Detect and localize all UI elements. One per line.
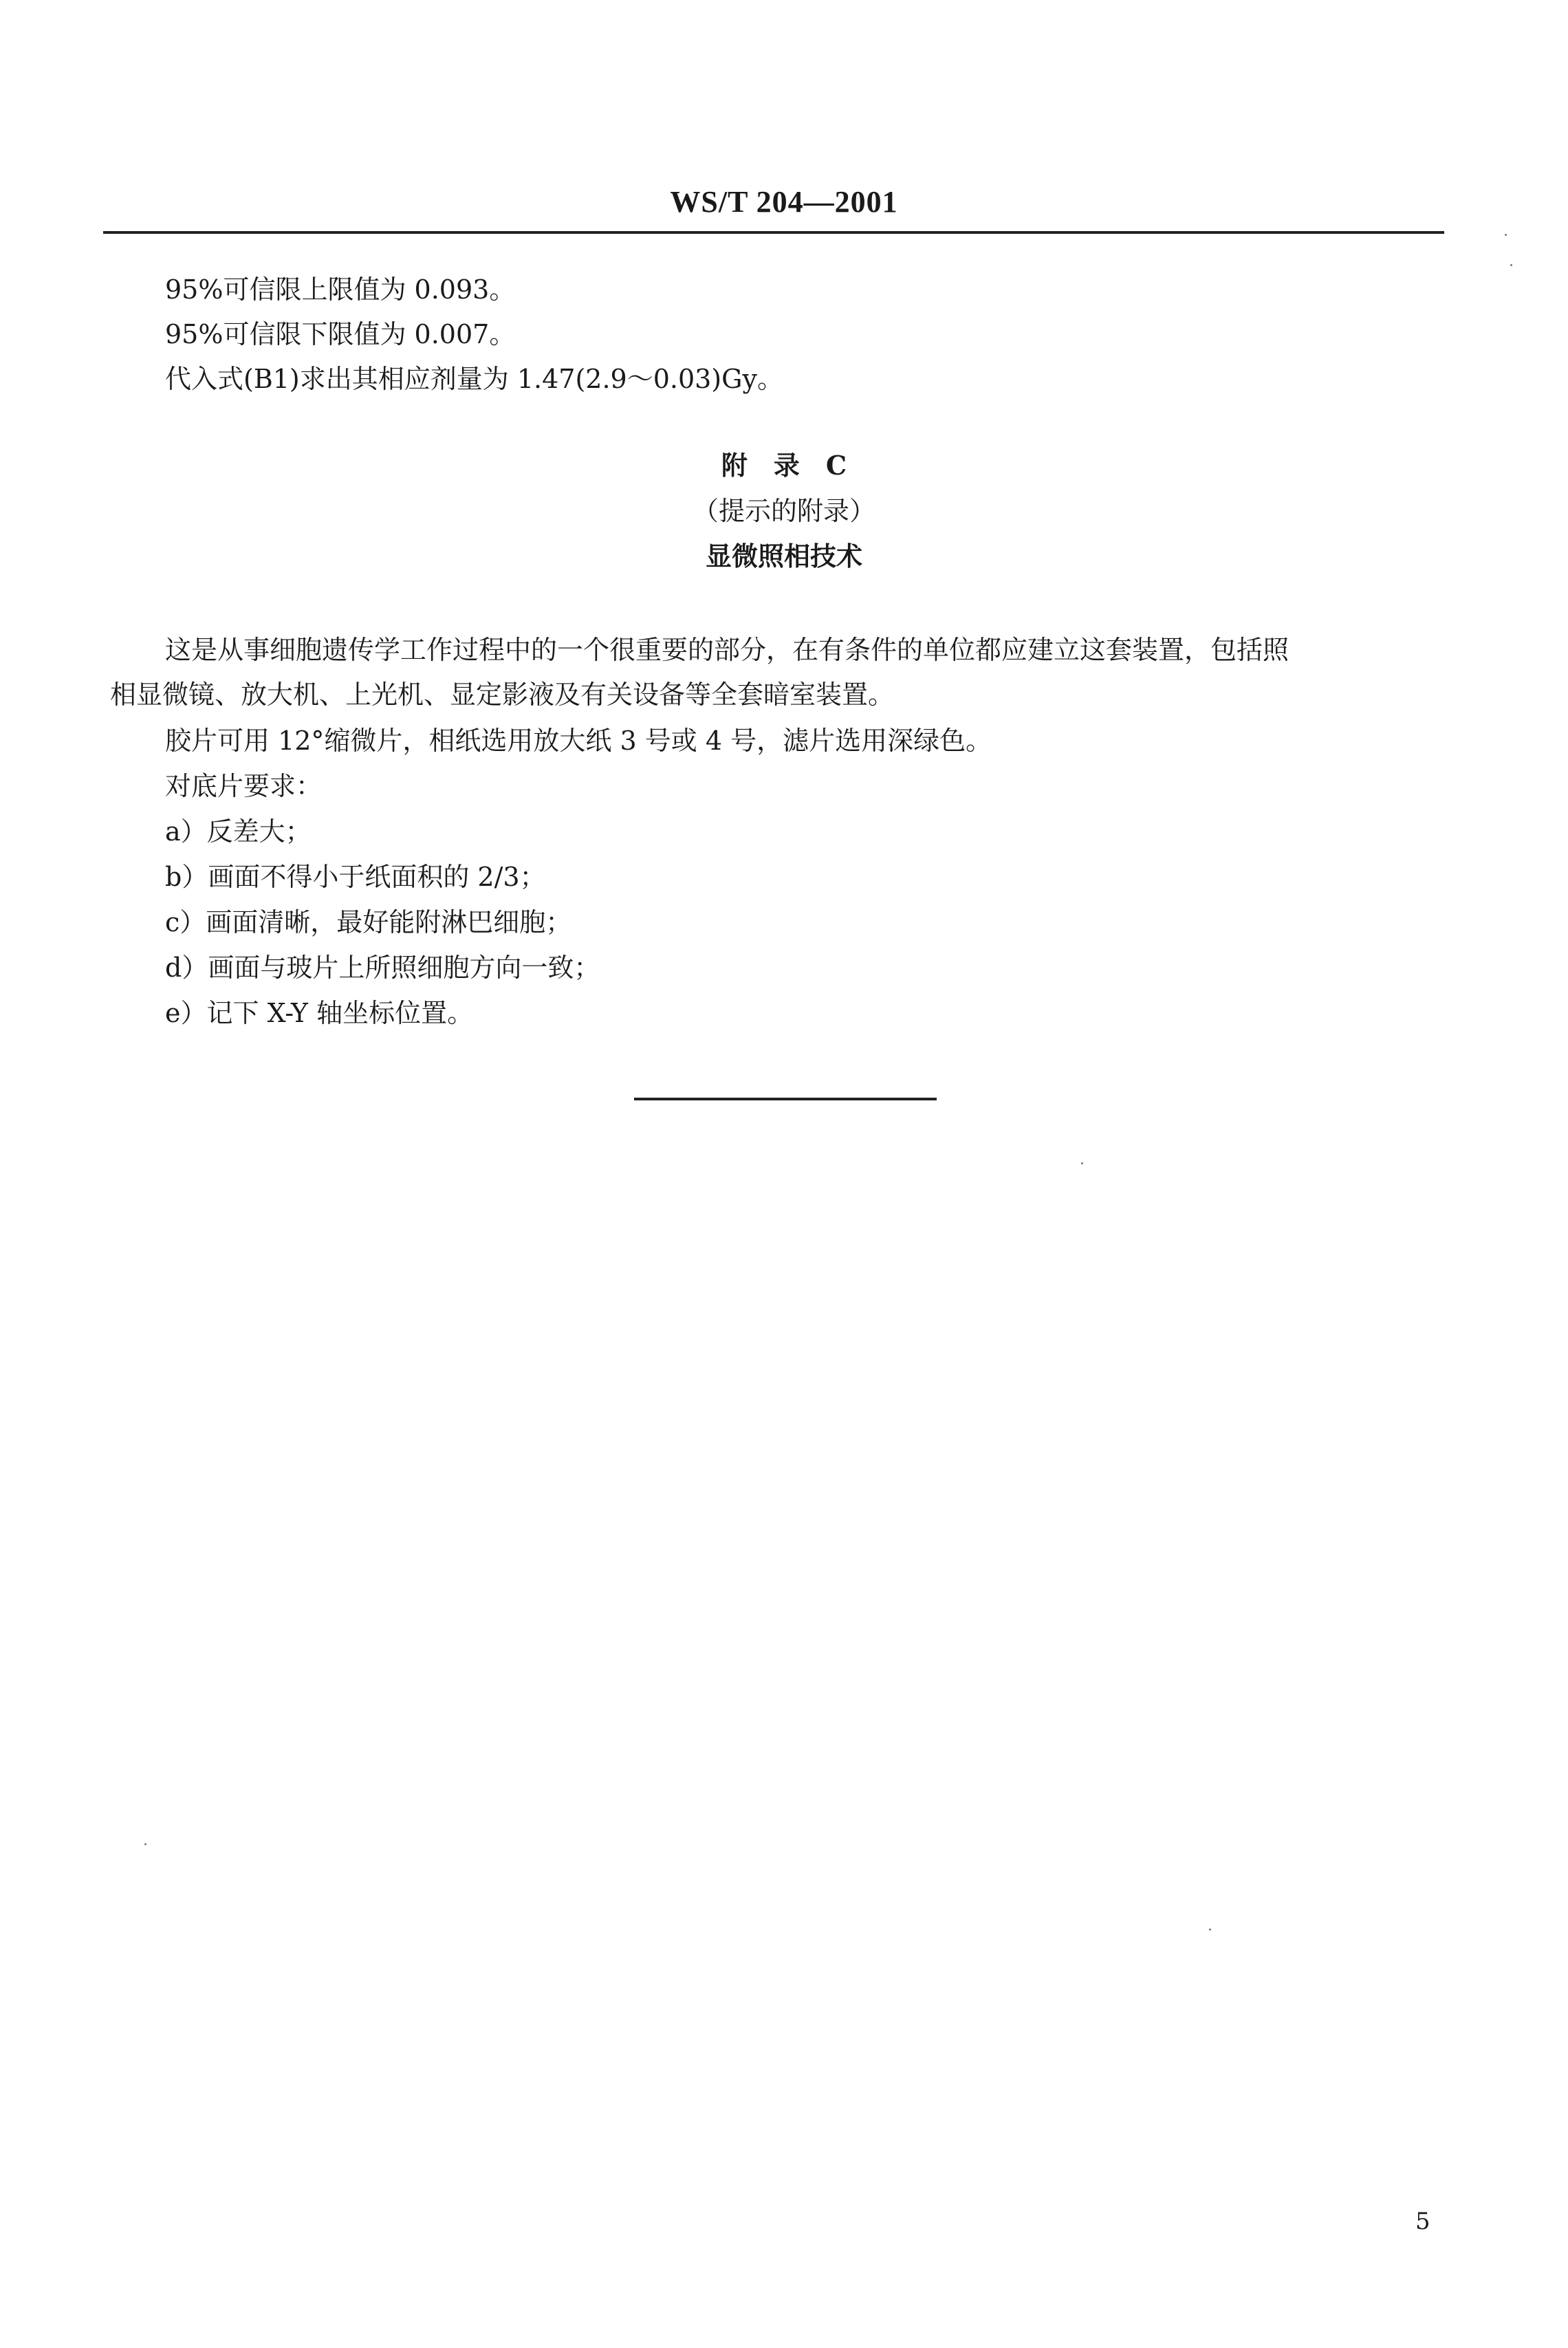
page-number: 5 [1415,2208,1430,2235]
requirements-intro: 对底片要求： [165,771,323,801]
annex-note: （提示的附录） [692,496,875,526]
scan-speck [1505,234,1507,236]
paragraph1-line1: 这是从事细胞遗传学工作过程中的一个很重要的部分，在有条件的单位都应建立这套装置，包括照 [165,635,1289,665]
requirement-item: e）记下 X-Y 轴坐标位置。 [165,998,474,1028]
scan-speck [1209,1928,1211,1931]
scan-speck [1081,1162,1083,1164]
annex-title: 显微照相技术 [705,541,862,572]
requirement-item: d）画面与玻片上所照细胞方向一致； [165,953,600,983]
header-rule [103,231,1444,234]
paragraph2: 胶片可用 12°缩微片，相纸选用放大纸 3 号或 4 号，滤片选用深绿色。 [165,726,992,756]
lower-limit-line: 95%可信限下限值为 0.007。 [165,319,516,349]
scan-speck [144,1843,146,1845]
requirement-item: b）画面不得小于纸面积的 2/3； [165,862,546,892]
scan-speck [1510,264,1512,266]
annex-heading: 附 录 C [721,450,847,481]
requirement-item: a）反差大； [165,816,312,847]
paragraph1-line2: 相显微镜、放大机、上光机、显定影液及有关设备等全套暗室装置。 [110,680,895,710]
dose-line: 代入式(B1)求出其相应剂量为 1.47(2.9～0.03)Gy。 [165,364,783,394]
requirement-item: c）画面清晰，最好能附淋巴细胞； [165,907,572,937]
standard-code: WS/T 204—2001 [670,185,898,219]
upper-limit-line: 95%可信限上限值为 0.093。 [165,274,516,305]
end-rule [634,1098,937,1100]
